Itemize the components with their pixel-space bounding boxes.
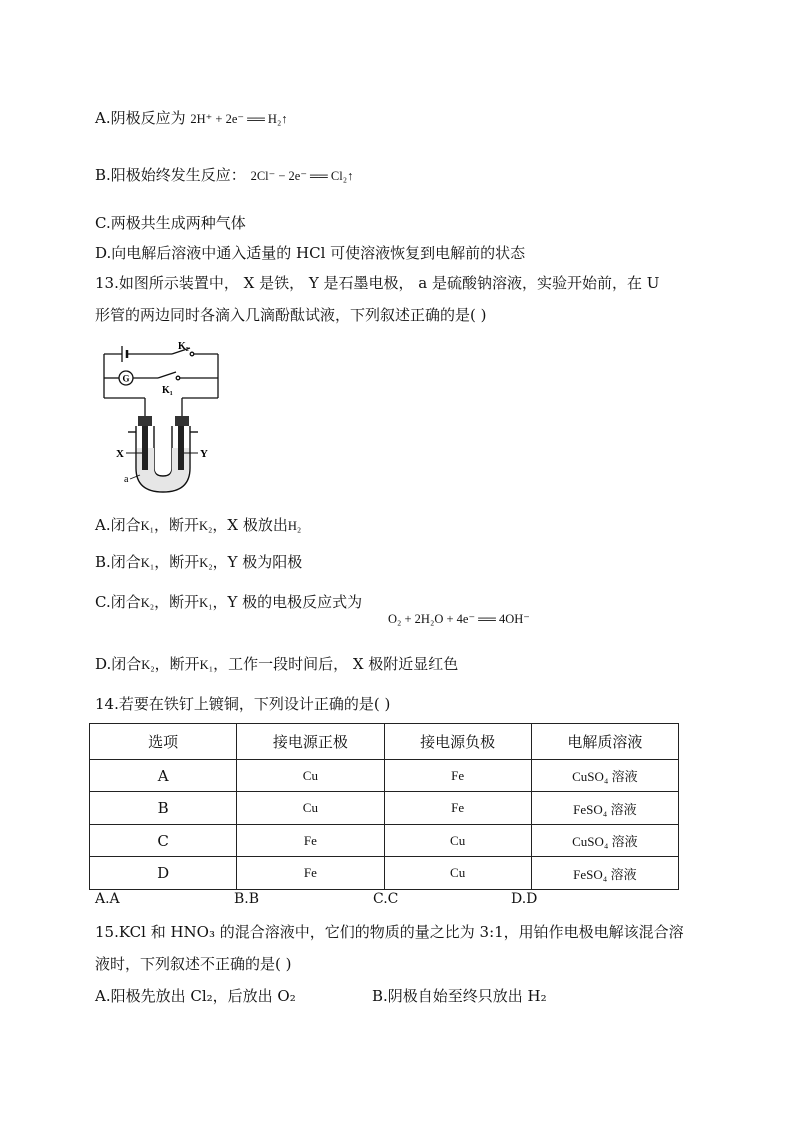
table-cell: FeSO₄ 溶液 [531, 857, 678, 890]
electrode-x [142, 426, 148, 470]
table-cell: C [90, 824, 237, 857]
q12-option-a: A.阴极反应为 2H⁺ + 2e⁻ ══ H₂↑ [95, 109, 288, 127]
q14-answer-c: C.C [373, 891, 399, 907]
electrode-y [178, 426, 184, 470]
table-cell: Cu [384, 857, 531, 890]
q15-option-a: A.阳极先放出 Cl₂，后放出 O₂ [95, 987, 296, 1005]
table-cell: Fe [237, 824, 384, 857]
table-header: 接电源负极 [384, 724, 531, 760]
q15-stem-line1: 15.KCl 和 HNO₃ 的混合溶液中，它们的物质的量之比为 3:1，用铂作电极电解该混合溶 [95, 923, 684, 941]
q12-option-d: D.向电解后溶液中通入适量的 HCl 可使溶液恢复到电解前的状态 [95, 244, 526, 262]
k2-label: K₂ [178, 341, 189, 352]
table-header: 电解质溶液 [531, 724, 678, 760]
y-label: Y [200, 448, 208, 460]
q13-stem-line2: 形管的两边同时各滴入几滴酚酞试液，下列叙述正确的是( ) [95, 306, 487, 324]
q15-option-b: B.阴极自始至终只放出 H₂ [372, 987, 547, 1005]
q14-options-table [89, 723, 679, 890]
table-row [90, 792, 679, 825]
table-cell: Cu [237, 759, 384, 792]
q13-option-c-equation: O₂ + 2H₂O + 4e⁻ ══ 4OH⁻ [388, 612, 530, 626]
a-label: a [124, 474, 129, 485]
q14-answer-a: A.A [95, 891, 120, 907]
table-cell: Fe [237, 857, 384, 890]
q12-option-a-equation: 2H⁺ + 2e⁻ ══ H₂↑ [190, 112, 288, 126]
table-row [90, 857, 679, 890]
q12-option-c: C.两极共生成两种气体 [95, 214, 246, 232]
q14-answer-b: B.B [234, 891, 260, 907]
x-label: X [116, 448, 124, 460]
q13-option-a: A.闭合K₁，断开K₂，X 极放出H₂ [95, 516, 302, 534]
q15-stem-line2: 液时，下列叙述不正确的是( ) [95, 955, 292, 973]
electrolysis-circuit-diagram [100, 340, 230, 500]
q12-option-b-equation: 2Cl⁻ − 2e⁻ ══ Cl₂↑ [250, 169, 354, 183]
q12-option-b: B.阳极始终发生反应： 2Cl⁻ − 2e⁻ ══ Cl₂↑ [95, 166, 354, 184]
table-header: 选项 [90, 724, 237, 760]
table-cell: Fe [384, 792, 531, 825]
table-header-row [90, 724, 679, 760]
left-stopper [138, 416, 152, 426]
right-stopper [175, 416, 189, 426]
table-cell: FeSO₄ 溶液 [531, 792, 678, 825]
q13-option-d: D.闭合K₂，断开K₁，工作一段时间后， X 极附近显红色 [95, 655, 459, 673]
table-cell: B [90, 792, 237, 825]
table-cell: Fe [384, 759, 531, 792]
table-header: 接电源正极 [237, 724, 384, 760]
galvanometer-label: G [122, 373, 130, 384]
table-cell: CuSO₄ 溶液 [531, 824, 678, 857]
table-cell: Cu [237, 792, 384, 825]
q13-option-c: C.闭合K₂，断开K₁，Y 极的电极反应式为 [95, 593, 363, 611]
q13-stem-line1: 13.如图所示装置中， X 是铁， Y 是石墨电极， a 是硫酸钠溶液，实验开始前，在 U [95, 274, 660, 292]
table-row [90, 824, 679, 857]
q14-answer-d: D.D [511, 891, 538, 907]
table-cell: CuSO₄ 溶液 [531, 759, 678, 792]
k1-label: K₁ [162, 385, 173, 396]
table-row [90, 759, 679, 792]
table-cell: Cu [384, 824, 531, 857]
table-cell: A [90, 759, 237, 792]
q13-option-b: B.闭合K₁，断开K₂，Y 极为阳极 [95, 553, 303, 571]
q14-stem: 14.若要在铁钉上镀铜，下列设计正确的是( ) [95, 695, 391, 713]
table-cell: D [90, 857, 237, 890]
